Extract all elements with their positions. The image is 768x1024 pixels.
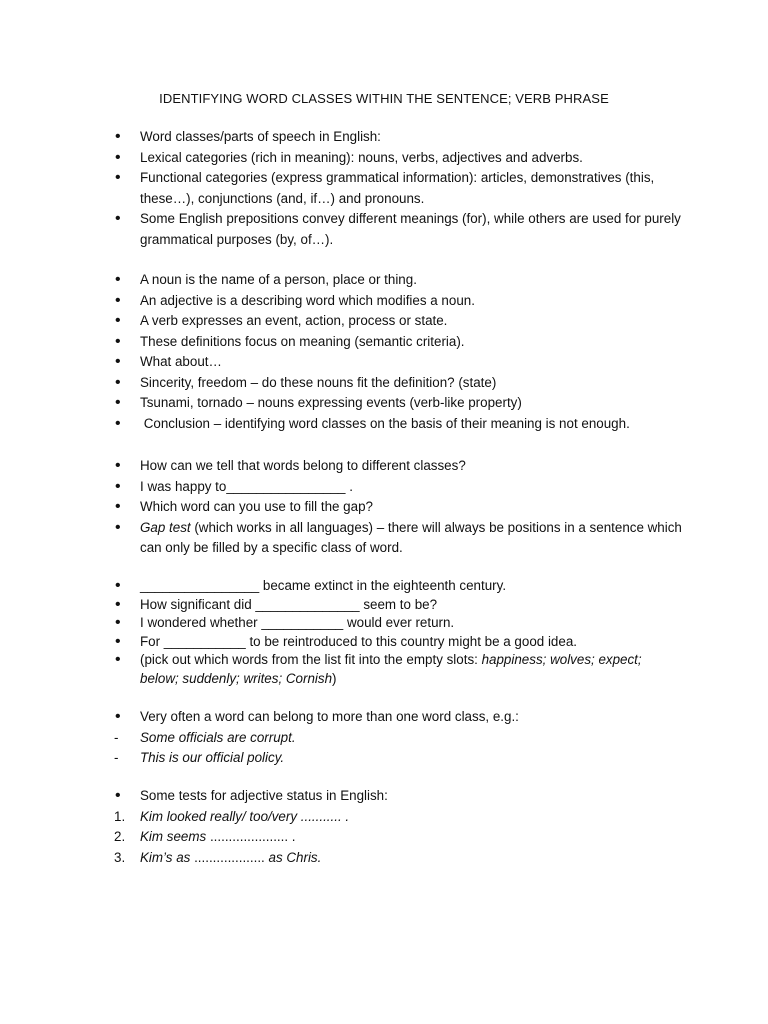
list-item-text: Sincerity, freedom – do these nouns fit the definition? (state): [140, 374, 497, 390]
bullet-icon: [114, 332, 140, 353]
section-gap-test: [114, 456, 684, 559]
list-item-text: For ___________ to be reintroduced to this country might be a good idea.: [140, 633, 577, 649]
bullet-icon: [114, 614, 140, 633]
bullet-icon: [114, 707, 140, 728]
list-item-text: I wondered whether ___________ would ever return.: [140, 615, 455, 630]
test-sentence-blank: ..................... .: [206, 829, 296, 844]
word-list-intro: (pick out which words from the list fit into the empty slots:: [140, 652, 482, 667]
list-item-text: Which word can you use to fill the gap?: [140, 499, 373, 514]
bullet-icon: [114, 633, 140, 652]
page-title: IDENTIFYING WORD CLASSES WITHIN THE SENTENCE; VERB PHRASE: [159, 91, 609, 106]
test-sentence-start: Kim’s as: [140, 849, 191, 865]
item-number: 2.: [114, 829, 126, 844]
bullet-icon: [114, 209, 140, 230]
gap-test-term: Gap test: [140, 519, 191, 535]
test-sentence-blank: ...................: [190, 849, 269, 865]
list-item-text: ________________ became extinct in the eighteenth century.: [140, 578, 507, 593]
bullet-icon: [114, 786, 140, 807]
list-item: [114, 168, 684, 209]
list-item: [114, 728, 684, 749]
list-item: [114, 748, 684, 769]
list-item: [114, 477, 684, 498]
example-sentence: Some officials are corrupt.: [140, 729, 296, 745]
bullet-icon: [114, 127, 140, 148]
list-item: [114, 270, 684, 291]
bullet-icon: [114, 497, 140, 518]
list-item-text: Some tests for adjective status in English:: [140, 788, 388, 803]
bullet-icon: [114, 373, 140, 394]
list-item: [114, 707, 684, 728]
list-item: [114, 127, 684, 148]
list-item-text: Functional categories (express grammatical information): articles, demonstratives (this, these…), conjunctions (and, if…) and pronouns.: [140, 170, 655, 206]
bullet-icon: [114, 352, 140, 373]
list-item: [114, 291, 684, 312]
test-sentence: Kim looked really/ too/very ........... .: [140, 808, 350, 824]
list-item: [114, 373, 684, 394]
list-item-text: A noun is the name of a person, place or thing.: [140, 272, 417, 287]
list-item: [114, 332, 684, 353]
list-item: [114, 497, 684, 518]
section-multiple-classes: [114, 707, 684, 769]
list-item: [114, 456, 684, 477]
list-item: [114, 651, 684, 688]
bullet-icon: [114, 148, 140, 169]
bullet-icon: [114, 291, 140, 312]
list-item: [114, 518, 684, 559]
list-item-text: Lexical categories (rich in meaning): nouns, verbs, adjectives and adverbs.: [140, 149, 583, 165]
list-item-text: [140, 518, 684, 559]
list-item-text: A verb expresses an event, action, process or state.: [140, 313, 448, 328]
bullet-icon: [114, 596, 140, 615]
list-item-text: What about…: [140, 354, 222, 369]
list-item-text: [140, 651, 684, 688]
list-item-text: Some English prepositions convey different meanings (for), while others are used for purely grammatical purposes (by, of…).: [140, 211, 681, 247]
list-item: [114, 209, 684, 250]
bullet-icon: [114, 456, 140, 477]
bullet-icon: [114, 414, 140, 435]
list-item: [114, 311, 684, 332]
test-sentence-start: Kim seems: [140, 829, 207, 844]
word-list: happiness; wolves; expect; below; suddenly; writes; Cornish: [140, 652, 642, 686]
list-item-text: An adjective is a describing word which modifies a noun.: [140, 292, 475, 308]
list-item-text: Conclusion – identifying word classes on the basis of their meaning is not enough.: [140, 415, 630, 431]
bullet-icon: [114, 168, 140, 189]
list-item-text: Very often a word can belong to more than one word class, e.g.:: [140, 709, 519, 724]
bullet-icon: [114, 651, 140, 670]
bullet-icon: [114, 270, 140, 291]
item-number: 1.: [114, 808, 126, 824]
list-item: [114, 414, 684, 435]
list-item: [114, 577, 684, 596]
list-item: [114, 393, 684, 414]
numbered-item: [114, 807, 684, 828]
list-item: [114, 633, 684, 652]
bullet-icon: [114, 393, 140, 414]
dash-marker: -: [114, 729, 119, 745]
section-adjective-tests: [114, 786, 684, 868]
list-item: [114, 786, 684, 807]
list-item-text: I was happy to________________ .: [140, 478, 353, 494]
bullet-icon: [114, 311, 140, 332]
test-sentence-end: as Chris.: [268, 849, 322, 865]
list-item-text: How significant did ______________ seem to be?: [140, 596, 438, 612]
gap-test-description: (which works in all languages) – there will always be positions in a sentence which can only be filled by a specific class of word.: [140, 519, 682, 555]
bullet-icon: [114, 518, 140, 539]
list-item: [114, 614, 684, 633]
word-list-close: ): [332, 670, 337, 686]
section-definitions: [114, 270, 684, 434]
list-item: [114, 596, 684, 615]
section-gap-exercises: [114, 577, 684, 688]
test-sentence: [140, 827, 684, 848]
bullet-icon: [114, 477, 140, 498]
item-number: 3.: [114, 849, 126, 865]
list-item-text: These definitions focus on meaning (semantic criteria).: [140, 333, 465, 349]
numbered-item: [114, 848, 684, 869]
list-item-text: Word classes/parts of speech in English:: [140, 129, 381, 144]
list-item-text: Tsunami, tornado – nouns expressing events (verb-like property): [140, 395, 522, 410]
dash-marker: -: [114, 750, 119, 765]
test-sentence: [140, 848, 684, 869]
example-sentence: This is our official policy.: [140, 750, 285, 765]
list-item: [114, 352, 684, 373]
numbered-item: [114, 827, 684, 848]
section-word-classes: [114, 127, 684, 250]
bullet-icon: [114, 577, 140, 596]
list-item-text: How can we tell that words belong to different classes?: [140, 458, 466, 473]
list-item: [114, 148, 684, 169]
